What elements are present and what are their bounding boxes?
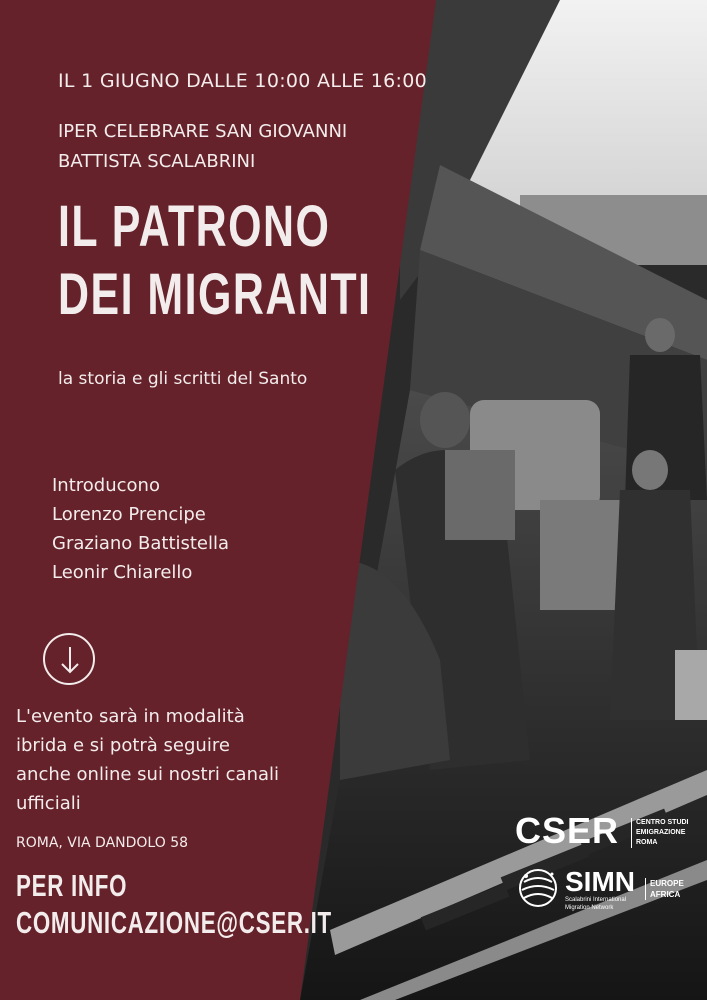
speaker-name: Leonir Chiarello: [52, 562, 193, 583]
cser-logo-subtitle: CENTRO STUDI EMIGRAZIONE ROMA: [631, 818, 689, 848]
event-title-line1: IL PATRONO: [58, 194, 331, 259]
event-subtitle-line1: IPER CELEBRARE SAN GIOVANNI: [58, 121, 348, 142]
event-details-line: L'evento sarà in modalità: [16, 706, 245, 727]
simn-logo: SIMN: [565, 866, 635, 897]
event-subtitle-line2: BATTISTA SCALABRINI: [58, 151, 256, 172]
event-details-line: ufficiali: [16, 793, 81, 814]
simn-globe-icon: [516, 866, 560, 910]
event-address: ROMA, VIA DANDOLO 58: [16, 835, 189, 851]
speakers-heading: Introducono: [52, 475, 160, 496]
event-tagline: la storia e gli scritti del Santo: [58, 369, 308, 389]
speaker-name: Graziano Battistella: [52, 533, 230, 554]
speaker-name: Lorenzo Prencipe: [52, 504, 206, 525]
contact-heading: PER INFO: [16, 868, 128, 903]
arrow-down-icon: [57, 645, 83, 675]
event-title-line2: DEI MIGRANTI: [58, 262, 372, 327]
contact-email-link[interactable]: COMUNICAZIONE@CSER.IT: [16, 905, 332, 940]
arrow-down-circle-icon: [43, 633, 95, 685]
simn-logo-subtitle: Scalabrini International Migration Network: [565, 897, 627, 911]
cser-logo: CSER: [515, 810, 620, 851]
event-details-line: anche online sui nostri canali: [16, 764, 280, 785]
event-date: IL 1 GIUGNO DALLE 10:00 ALLE 16:00: [58, 70, 427, 92]
event-details-line: ibrida e si potrà seguire: [16, 735, 230, 756]
simn-region-label: EUROPE AFRICA: [645, 878, 684, 900]
